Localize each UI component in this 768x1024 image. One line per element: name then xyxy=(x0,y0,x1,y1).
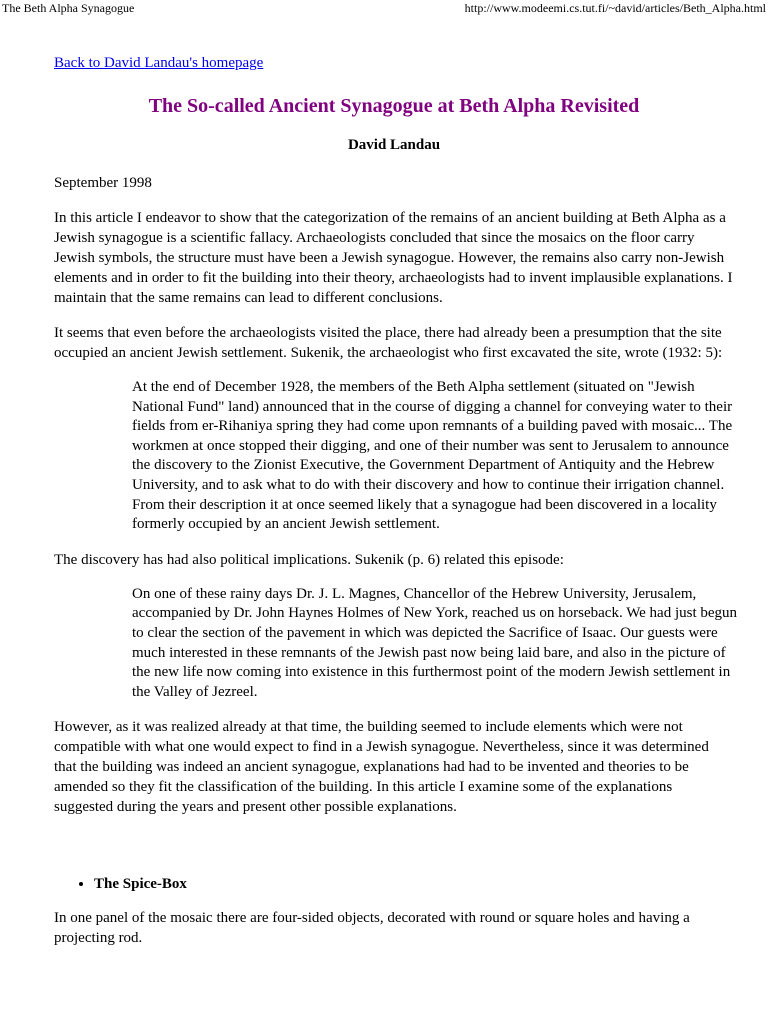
paragraph-intro: In this article I endeavor to show that the categorization of the remains of an ancient building at Beth Alpha as a Jewish synagogue is a scientific fallacy. Archaeologists concluded that since the mosaics on the floor carry Jewish symbols, the structure must have been a Jewish synagogue. However, the remains also carry non-Jewish elements and in order to fit the building into their theory, archaeologists had to invent implausible explanations. I maintain that the same remains can lead to different conclusions. xyxy=(54,210,733,306)
page-url-header: http://www.modeemi.cs.tut.fi/~david/articles/Beth_Alpha.html xyxy=(464,1,766,15)
back-to-homepage-link[interactable]: Back to David Landau's homepage xyxy=(54,55,264,71)
section-list xyxy=(54,874,734,894)
paragraph-explanations: However, as it was realized already at that time, the building seemed to include elements which were not compatible with what one would expect to find in a Jewish synagogue. Nevertheless, since it was determined that the building was indeed an ancient synagogue, explanations had had to be invented and theories to be amended so they fit the classification of the building. In this article I examine some of the explanations suggested during the years and present other possible explanations. xyxy=(54,719,709,816)
article-content xyxy=(54,53,738,963)
section-text-spice-box: In one panel of the mosaic there are four-sided objects, decorated with round or square holes and having a projecting rod. xyxy=(54,910,690,947)
section-spacer xyxy=(54,832,734,874)
quote-sukenik-magnes: On one of these rainy days Dr. J. L. Magnes, Chancellor of the Hebrew University, Jerusalem, accompanied by Dr. John Haynes Holmes of New York, reached us on horseback. We had just begun to clear the section of the pavement in which was depicted the Sacrifice of Isaac. Our guests were much interested in these remnants of the Jewish past now being laid bare, and also in the picture of the new life now coming into existence in this furthermost point of the modern Jewish settlement in the Valley of Jezreel. xyxy=(132,585,738,700)
section-heading-spice-box: • The Spice-Box xyxy=(94,874,734,894)
paragraph-political: The discovery has had also political implications. Sukenik (p. 6) related this episode: xyxy=(54,551,564,568)
quote-sukenik-discovery: At the end of December 1928, the members of the Beth Alpha settlement (situated on "Jewish National Fund" land) announced that in the course of digging a channel for conveying water to their fields from er-Rihaniya spring they had come upon remnants of a building paved with mosaic... The workmen at once stopped their digging, and one of their number was sent to Jerusalem to announce the discovery to the Zionist Executive, the Government Department of Antiquity and the Hebrew University, and to ask what to do with their discovery and how to continue their irrigation channel. From their description it at once seemed likely that a synagogue had been discovered in a locality formerly occupied by an ancient Jewish settlement. xyxy=(132,379,733,533)
article-title: The So-called Ancient Synagogue at Beth Alpha Revisited xyxy=(148,95,640,117)
print-header xyxy=(0,0,768,16)
paragraph-presumption: It seems that even before the archaeologists visited the place, there had already been a presumption that the site occupied an ancient Jewish settlement. Sukenik, the archaeologist who first excavated the site, wrote (1932: 5): xyxy=(54,325,723,361)
page-title-header: The Beth Alpha Synagogue xyxy=(2,1,135,15)
article-author: David Landau xyxy=(347,137,441,153)
article-date: September 1998 xyxy=(54,175,152,191)
